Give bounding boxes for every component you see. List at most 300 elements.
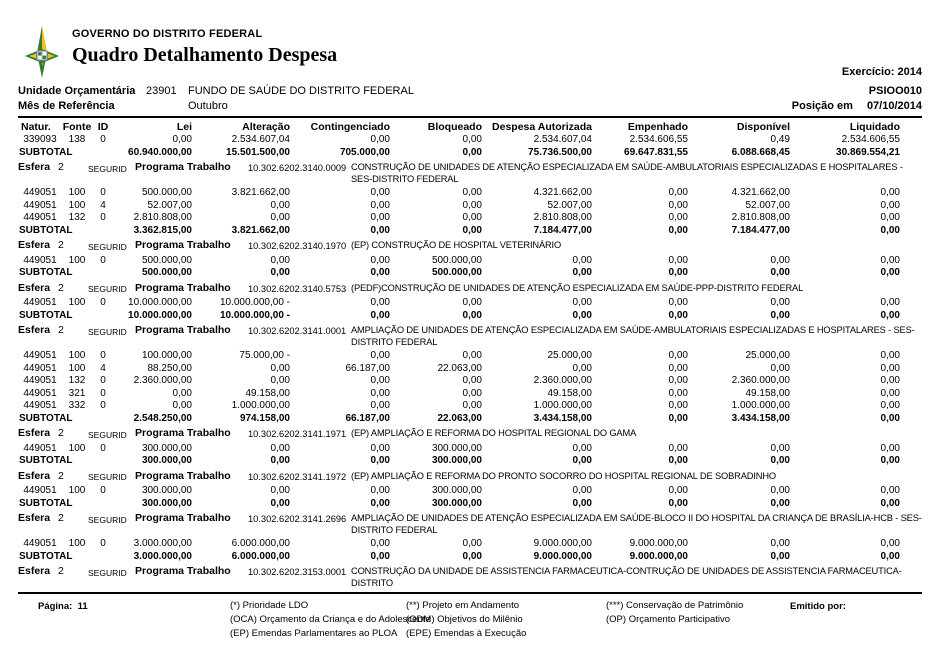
subtotal-value-cell: 300.000,00 (141, 455, 192, 466)
esfera-label: Esfera (18, 324, 51, 336)
value-cell: 0,00 (770, 442, 790, 454)
subtotal-value-cell: 500.000,00 (431, 267, 482, 278)
esfera-value: 2 (58, 324, 64, 336)
subtotal-value-cell: 0,00 (880, 309, 900, 321)
value-cell: 2.810.808,00 (133, 212, 192, 223)
subtotal-value-cell: 0,00 (668, 309, 688, 321)
value-cell: 49.158,00 (745, 387, 790, 399)
subtotal-row (18, 310, 922, 323)
programa-code: 10.302.6202.3153.0001 (248, 567, 347, 577)
subtotal-value-cell: 10.000.000,00 - (219, 309, 290, 321)
column-header: ID (97, 121, 109, 133)
value-cell: 500.000,00 (141, 187, 192, 198)
subtotal-value-cell: 0,00 (880, 455, 900, 466)
natureza-cell: 449051 (23, 362, 57, 374)
regime-label: SEGURID (88, 241, 127, 252)
esfera-value: 2 (58, 281, 64, 294)
subtotal-value-cell: 30.869.554,21 (836, 146, 900, 158)
legend-item: (OCA) Orçamento da Criança e do Adolescente (230, 614, 431, 625)
programa-trabalho-label: Programa Trabalho (135, 512, 231, 524)
fonte-cell: 100 (68, 199, 86, 211)
subtotal-value-cell: 0,00 (462, 224, 482, 236)
value-cell: 0,00 (880, 485, 900, 496)
subtotal-value-cell: 0,00 (270, 267, 290, 278)
value-cell: 0,00 (370, 442, 390, 454)
value-cell: 0,00 (370, 538, 390, 549)
value-cell: 0,00 (370, 400, 390, 411)
fonte-cell: 100 (68, 350, 86, 361)
value-cell: 0,00 (880, 187, 900, 198)
programa-code: 10.302.6202.3141.1972 (248, 471, 347, 482)
table-row (18, 297, 922, 310)
subtotal-row (18, 413, 922, 426)
legend-item: (**) Projeto em Andamento (406, 600, 520, 611)
value-cell: 0,00 (770, 362, 790, 374)
program-section-header (18, 282, 922, 296)
value-cell: 75.000,00 - (239, 350, 290, 361)
natureza-cell: 449051 (23, 485, 57, 496)
subtotal-value-cell: 7.184.477,00 (533, 224, 592, 236)
value-cell: 0,00 (370, 485, 390, 496)
fonte-cell: 132 (68, 375, 86, 386)
value-cell: 0,00 (462, 387, 482, 399)
programa-code: 10.302.6202.3141.0001 (248, 326, 347, 336)
table-row (18, 187, 922, 200)
fonte-cell: 138 (68, 134, 86, 145)
subtotal-value-cell: 0,00 (880, 412, 900, 424)
value-cell: 0,00 (270, 199, 290, 211)
programa-code: 10.302.6202.3140.0009 (248, 163, 347, 173)
program-section-header (18, 470, 922, 484)
id-cell: 4 (100, 199, 106, 211)
subtotal-value-cell: 0,00 (880, 267, 900, 278)
column-header: Despesa Autorizada (492, 121, 592, 133)
column-header: Liquidado (849, 121, 900, 133)
value-cell: 0,00 (370, 212, 390, 223)
subtotal-value-cell: 0,00 (462, 550, 482, 562)
fonte-cell: 100 (68, 362, 86, 374)
subtotal-value-cell: 0,00 (572, 455, 592, 466)
value-cell: 2.360.000,00 (731, 375, 790, 386)
value-cell: 0,00 (370, 387, 390, 399)
value-cell: 52.007,00 (147, 199, 192, 211)
subtotal-label: SUBTOTAL (19, 497, 73, 509)
subtotal-value-cell: 500.000,00 (141, 267, 192, 278)
value-cell: 10.000.000,00 - (219, 297, 290, 308)
unidade-label: Unidade Orçamentária (18, 85, 136, 97)
fonte-cell: 100 (68, 187, 86, 198)
value-cell: 2.810.808,00 (533, 212, 592, 223)
programa-trabalho-label: Programa Trabalho (135, 239, 231, 251)
subtotal-value-cell: 0,00 (370, 497, 390, 509)
value-cell: 0,00 (880, 199, 900, 211)
subtotal-label: SUBTOTAL (19, 309, 73, 321)
legend-item: (*) Prioridade LDO (230, 600, 309, 611)
value-cell: 300.000,00 (141, 485, 192, 496)
emitido-por-label: Emitido por: (790, 601, 846, 612)
subtotal-value-cell: 69.647.831,55 (624, 146, 688, 158)
value-cell: 3.000.000,00 (133, 538, 192, 549)
value-cell: 0,00 (172, 400, 192, 411)
value-cell: 6.000.000,00 (231, 538, 290, 549)
report-title: Quadro Detalhamento Despesa (72, 44, 338, 66)
esfera-label: Esfera (18, 469, 51, 482)
column-header: Lei (176, 121, 192, 133)
report-header (24, 26, 922, 80)
value-cell: 0,00 (462, 400, 482, 411)
programa-descricao: AMPLIAÇÃO DE UNIDADES DE ATENÇÃO ESPECIALIZADA EM SAÚDE-AMBULATORIAIS ESPECIALIZADAS E HOSPITALARES - SES-DISTRITO FEDERAL (351, 325, 915, 347)
value-cell: 0,00 (668, 212, 688, 223)
value-cell: 2.360.000,00 (533, 375, 592, 386)
value-cell: 0,00 (370, 375, 390, 386)
subtotal-value-cell: 3.000.000,00 (133, 550, 192, 562)
value-cell: 0,00 (270, 375, 290, 386)
subtotal-value-cell: 0,00 (370, 550, 390, 562)
programa-descricao: CONSTRUÇÃO DA UNIDADE DE ASSISTENCIA FARMACEUTICA-CONTRUÇÃO DE UNIDADES DE ASSISTENCIA FARMACEUTICA-DISTRITO (351, 566, 902, 588)
programa-descricao: (PEDF)CONSTRUÇÃO DE UNIDADES DE ATENÇÃO ESPECIALIZADA EM SAÚDE-PPP-DISTRITO FEDERAL (351, 282, 804, 293)
value-cell: 0,00 (668, 442, 688, 454)
fonte-cell: 132 (68, 212, 86, 223)
regime-label: SEGURID (88, 284, 127, 294)
column-header: Contingenciado (310, 121, 390, 133)
esfera-value: 2 (58, 161, 64, 173)
subtotal-value-cell: 0,00 (770, 455, 790, 466)
value-cell: 0,00 (462, 350, 482, 361)
programa-trabalho-label: Programa Trabalho (135, 161, 231, 173)
subtotal-value-cell: 0,00 (370, 309, 390, 321)
mes-label: Mês de Referência (18, 100, 115, 112)
natureza-cell: 449051 (23, 375, 57, 386)
id-cell: 0 (100, 442, 106, 454)
legend-column-2 (406, 599, 526, 641)
programa-code: 10.302.6202.3141.1971 (248, 429, 347, 439)
id-cell: 0 (100, 538, 106, 549)
value-cell: 0,00 (370, 254, 390, 266)
subtotal-value-cell: 0,00 (668, 267, 688, 278)
fonte-cell: 100 (68, 297, 86, 308)
posicao-label: Posição em (791, 100, 853, 112)
subtotal-label: SUBTOTAL (19, 267, 73, 278)
id-cell: 0 (100, 254, 106, 266)
subtotal-value-cell: 6.088.668,45 (731, 146, 790, 158)
value-cell: 0,00 (462, 187, 482, 198)
posicao-value: 07/10/2014 (866, 100, 922, 112)
subtotal-value-cell: 300.000,00 (431, 497, 482, 509)
natureza-cell: 449051 (23, 199, 57, 211)
subtotal-value-cell: 6.000.000,00 (231, 550, 290, 562)
subtotal-label: SUBTOTAL (19, 455, 73, 466)
legend-column-3 (606, 599, 743, 627)
value-cell: 0,00 (770, 538, 790, 549)
value-cell: 2.534.606,55 (629, 134, 688, 145)
programa-descricao: CONSTRUÇÃO DE UNIDADES DE ATENÇÃO ESPECIALIZADA EM SAÚDE-AMBULATORIAIS ESPECIALIZADAS E HOSPITALARES - SES-DISTRITO FEDERAL (351, 162, 903, 184)
esfera-label: Esfera (18, 281, 51, 294)
esfera-value: 2 (58, 565, 64, 577)
natureza-cell: 449051 (23, 297, 57, 308)
subtotal-value-cell: 3.434.158,00 (731, 412, 790, 424)
legend-item: (***) Conservação de Patrimônio (606, 600, 744, 611)
value-cell: 0,00 (572, 362, 592, 374)
subtotal-row (18, 147, 922, 160)
value-cell: 0,00 (462, 134, 482, 145)
subtotal-value-cell: 0,00 (572, 497, 592, 509)
subtotal-value-cell: 0,00 (270, 497, 290, 509)
unidade-name: FUNDO DE SAÚDE DO DISTRITO FEDERAL (188, 85, 414, 97)
programa-trabalho-label: Programa Trabalho (135, 427, 231, 439)
value-cell: 0,00 (270, 485, 290, 496)
value-cell: 0,00 (880, 212, 900, 223)
program-section-header (18, 161, 922, 185)
table-row (18, 363, 922, 376)
id-cell: 4 (100, 362, 106, 374)
value-cell: 0,00 (370, 187, 390, 198)
subtotal-label: SUBTOTAL (19, 550, 73, 562)
subtotal-row (18, 267, 922, 280)
program-section-header (18, 565, 922, 589)
value-cell: 0,00 (880, 400, 900, 411)
value-cell: 0,00 (880, 375, 900, 386)
fonte-cell: 100 (68, 442, 86, 454)
report-footer (18, 594, 922, 664)
subtotal-value-cell: 2.548.250,00 (133, 412, 192, 424)
value-cell: 1.000.000,00 (731, 400, 790, 411)
subtotal-value-cell: 10.000.000,00 (128, 309, 192, 321)
regime-label: SEGURID (88, 514, 127, 525)
subtotal-row (18, 455, 922, 468)
subtotal-value-cell: 66.187,00 (345, 412, 390, 424)
id-cell: 0 (100, 212, 106, 223)
value-cell: 25.000,00 (547, 350, 592, 361)
programa-trabalho-label: Programa Trabalho (135, 281, 231, 294)
value-cell: 0,00 (668, 254, 688, 266)
subtotal-row (18, 225, 922, 238)
subtotal-value-cell: 0,00 (572, 309, 592, 321)
value-cell: 0,00 (370, 350, 390, 361)
column-header: Natur. (21, 121, 51, 133)
value-cell: 52.007,00 (745, 199, 790, 211)
natureza-cell: 449051 (23, 254, 57, 266)
natureza-cell: 449051 (23, 538, 57, 549)
value-cell: 0,00 (572, 485, 592, 496)
id-cell: 0 (100, 485, 106, 496)
table-body (18, 134, 922, 589)
subtotal-value-cell: 0,00 (770, 550, 790, 562)
subtotal-value-cell: 0,00 (668, 497, 688, 509)
value-cell: 0,00 (370, 134, 390, 145)
legend-column-1 (230, 599, 431, 641)
value-cell: 0,00 (572, 254, 592, 266)
table-row (18, 134, 922, 147)
esfera-label: Esfera (18, 565, 51, 577)
value-cell: 0,00 (172, 387, 192, 399)
unidade-line (18, 84, 922, 98)
fonte-cell: 100 (68, 538, 86, 549)
programa-descricao: (EP) AMPLIAÇÃO E REFORMA DO HOSPITAL REGIONAL DO GAMA (351, 428, 637, 438)
value-cell: 300.000,00 (141, 442, 192, 454)
value-cell: 0,00 (668, 387, 688, 399)
table-row (18, 443, 922, 456)
value-cell: 0,00 (270, 254, 290, 266)
value-cell: 9.000.000,00 (533, 538, 592, 549)
programa-code: 10.302.6202.3140.1970 (248, 241, 347, 251)
programa-code: 10.302.6202.3140.5753 (248, 283, 347, 294)
table-row (18, 350, 922, 363)
value-cell: 4.321.662,00 (533, 187, 592, 198)
programa-trabalho-label: Programa Trabalho (135, 565, 231, 577)
value-cell: 9.000.000,00 (629, 538, 688, 549)
value-cell: 0,00 (668, 187, 688, 198)
subtotal-value-cell: 0,00 (668, 412, 688, 424)
expense-table (18, 120, 922, 589)
fonte-cell: 332 (68, 400, 86, 411)
value-cell: 300.000,00 (431, 485, 482, 496)
value-cell: 66.187,00 (345, 362, 390, 374)
page-number: 11 (77, 601, 88, 612)
page-label: Página: (38, 601, 73, 612)
value-cell: 0,00 (668, 362, 688, 374)
value-cell: 0,00 (572, 297, 592, 308)
value-cell: 0,00 (462, 297, 482, 308)
value-cell: 300.000,00 (431, 442, 482, 454)
value-cell: 500.000,00 (141, 254, 192, 266)
value-cell: 0,00 (770, 297, 790, 308)
legend-item: (EP) Emendas Parlamentares ao PLOA (230, 628, 398, 639)
top-rule (18, 116, 922, 118)
fonte-cell: 100 (68, 485, 86, 496)
value-cell: 4.321.662,00 (731, 187, 790, 198)
gdf-logo-icon (24, 26, 60, 78)
value-cell: 2.360.000,00 (133, 375, 192, 386)
value-cell: 0,00 (370, 199, 390, 211)
id-cell: 0 (100, 297, 106, 308)
program-section-header (18, 239, 922, 253)
regime-label: SEGURID (88, 326, 127, 337)
value-cell: 25.000,00 (745, 350, 790, 361)
subtotal-value-cell: 0,00 (462, 309, 482, 321)
value-cell: 52.007,00 (547, 199, 592, 211)
report-code: PSIOO010 (868, 85, 922, 97)
subtotal-value-cell: 0,00 (880, 550, 900, 562)
table-row (18, 400, 922, 413)
subtotal-value-cell: 0,00 (668, 224, 688, 236)
value-cell: 500.000,00 (431, 254, 482, 266)
legend-item: (OP) Orçamento Participativo (606, 614, 731, 625)
table-row (18, 485, 922, 498)
natureza-cell: 449051 (23, 400, 57, 411)
value-cell: 0,00 (462, 538, 482, 549)
value-cell: 0,00 (880, 538, 900, 549)
column-header: Alteração (242, 121, 290, 133)
subtotal-value-cell: 3.821.662,00 (231, 224, 290, 236)
natureza-cell: 449051 (23, 212, 57, 223)
column-header: Fonte (62, 121, 92, 133)
subtotal-value-cell: 9.000.000,00 (533, 550, 592, 562)
regime-label: SEGURID (88, 472, 127, 482)
value-cell: 2.534.606,55 (841, 134, 900, 145)
subtotal-value-cell: 0,00 (572, 267, 592, 278)
value-cell: 0,49 (770, 134, 790, 145)
subtotal-value-cell: 7.184.477,00 (731, 224, 790, 236)
value-cell: 0,00 (668, 297, 688, 308)
value-cell: 0,00 (668, 350, 688, 361)
esfera-value: 2 (58, 512, 64, 524)
subtotal-value-cell: 300.000,00 (141, 497, 192, 509)
value-cell: 0,00 (770, 485, 790, 496)
value-cell: 22.063,00 (437, 362, 482, 374)
unidade-code: 23901 (146, 85, 177, 97)
value-cell: 0,00 (880, 254, 900, 266)
column-header: Disponível (736, 121, 790, 133)
column-header: Bloqueado (427, 121, 482, 133)
subtotal-value-cell: 0,00 (370, 224, 390, 236)
value-cell: 0,00 (172, 134, 192, 145)
mes-line (18, 99, 922, 113)
id-cell: 0 (100, 187, 106, 198)
program-section-header (18, 427, 922, 441)
subtotal-value-cell: 22.063,00 (437, 412, 482, 424)
value-cell: 0,00 (270, 362, 290, 374)
value-cell: 0,00 (880, 387, 900, 399)
id-cell: 0 (100, 387, 106, 399)
value-cell: 0,00 (668, 400, 688, 411)
value-cell: 2.534.607,04 (533, 134, 592, 145)
subtotal-value-cell: 9.000.000,00 (629, 550, 688, 562)
regime-label: SEGURID (88, 429, 127, 440)
table-row (18, 538, 922, 551)
id-cell: 0 (100, 375, 106, 386)
subtotal-label: SUBTOTAL (19, 146, 73, 158)
table-row (18, 212, 922, 225)
esfera-value: 2 (58, 469, 64, 482)
table-row (18, 375, 922, 388)
subtotal-value-cell: 0,00 (462, 146, 482, 158)
subtotal-value-cell: 3.362.815,00 (133, 224, 192, 236)
programa-trabalho-label: Programa Trabalho (135, 469, 231, 482)
value-cell: 0,00 (462, 375, 482, 386)
subtotal-row (18, 551, 922, 564)
mes-value: Outubro (188, 100, 228, 112)
subtotal-label: SUBTOTAL (19, 412, 73, 424)
subtotal-value-cell: 60.940.000,00 (128, 146, 192, 158)
value-cell: 0,00 (668, 375, 688, 386)
regime-label: SEGURID (88, 567, 127, 578)
government-name: GOVERNO DO DISTRITO FEDERAL (72, 28, 263, 40)
regime-label: SEGURID (88, 163, 127, 174)
natureza-cell: 449051 (23, 442, 57, 454)
esfera-label: Esfera (18, 161, 51, 173)
program-section-header (18, 512, 922, 536)
subtotal-label: SUBTOTAL (19, 224, 73, 236)
value-cell: 49.158,00 (547, 387, 592, 399)
value-cell: 0,00 (880, 297, 900, 308)
id-cell: 0 (100, 400, 106, 411)
id-cell: 0 (100, 350, 106, 361)
subtotal-value-cell: 0,00 (668, 455, 688, 466)
table-row (18, 255, 922, 268)
value-cell: 88.250,00 (147, 362, 192, 374)
programa-code: 10.302.6202.3141.2696 (248, 514, 347, 524)
subtotal-value-cell: 0,00 (770, 267, 790, 278)
program-section-header (18, 324, 922, 348)
subtotal-row (18, 498, 922, 511)
subtotal-value-cell: 0,00 (880, 224, 900, 236)
subtotal-value-cell: 974.158,00 (239, 412, 290, 424)
fonte-cell: 100 (68, 254, 86, 266)
programa-descricao: AMPLIAÇÃO DE UNIDADES DE ATENÇÃO ESPECIALIZADA EM SAÚDE-BLOCO II DO HOSPITAL DA CRIANÇA DE BRASÍLIA-HCB - SES-DISTRITO FEDERAL (351, 513, 922, 535)
subtotal-value-cell: 0,00 (770, 309, 790, 321)
column-header: Empenhado (627, 121, 688, 133)
programa-descricao: (EP) AMPLIAÇÃO E REFORMA DO PRONTO SOCORRO DO HOSPITAL REGIONAL DE SOBRADINHO (351, 470, 776, 481)
